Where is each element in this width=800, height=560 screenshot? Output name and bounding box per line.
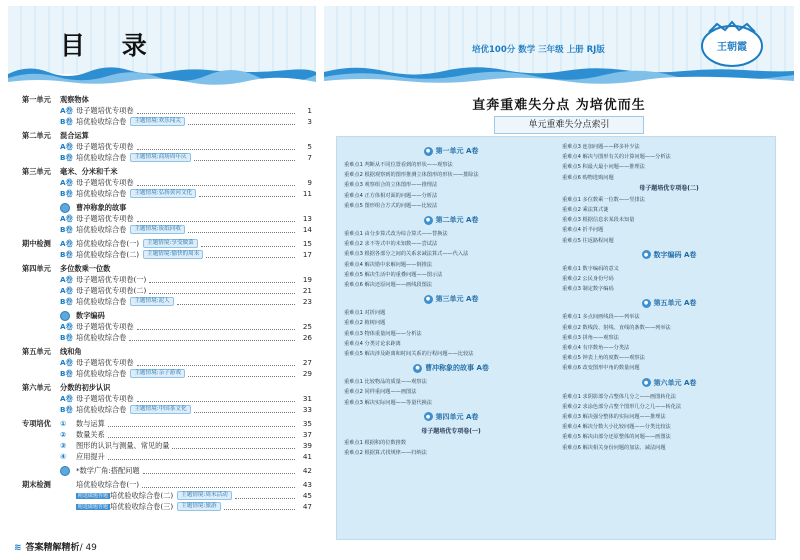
leader-dots (137, 144, 295, 150)
key-point: 重难点5 钟表上角的度数——观察法 (562, 355, 645, 362)
page-number: 23 (302, 297, 312, 306)
toc-section (22, 346, 312, 379)
section-title (60, 94, 312, 105)
leader-dots (201, 241, 295, 247)
toc-entry[interactable] (60, 440, 312, 451)
logo-text: 王朝霞 (717, 42, 747, 53)
entry-name: 母子题培优专项卷(一) (76, 275, 147, 284)
book-meta: 培优100分 数学 三年级 上册 RJ版 (472, 45, 605, 55)
unit-heading (344, 410, 558, 424)
contents-page (8, 6, 316, 554)
theme-tag: 主题情境:周末活动 (177, 491, 232, 500)
page-number: 26 (302, 333, 312, 342)
key-point: 重难点2 数线段、射线、直线的条数——列举法 (562, 324, 671, 331)
section-title-text: 毫米、分米和千米 (60, 167, 118, 176)
page-number: 27 (302, 358, 312, 367)
table-of-contents (22, 94, 312, 515)
key-point: 重难点3 解决强分整体的实际问题——推理法 (562, 414, 666, 421)
page-number: 37 (302, 430, 312, 439)
entry-name: 母子题培优专项卷 (76, 394, 134, 403)
entry-name: 培优验收综合卷(一) (76, 239, 140, 248)
unit-dot-icon: ● (424, 412, 433, 421)
entry-name: 培优验收综合卷 (76, 369, 127, 378)
toc-entry[interactable] (60, 213, 312, 224)
leader-dots (172, 443, 295, 449)
paper-mark: B卷 (60, 225, 73, 234)
key-point: 重难点1 数字编码的意义 (562, 265, 619, 272)
key-point: 重难点4 解决错中求解问题——倒推法 (344, 261, 432, 268)
page-number: 43 (302, 480, 312, 489)
section-body (60, 479, 312, 512)
paper-mark: A卷 (60, 275, 73, 284)
key-point: 重难点4 正方体相对面的问题——分析法 (344, 192, 438, 199)
key-point: 重难点4 分类讨论求距离 (344, 340, 401, 347)
unit-dot-icon: ● (424, 216, 433, 225)
toc-section (22, 130, 312, 163)
key-point: 重难点2 公民身份号码 (562, 276, 614, 283)
paper-mark: B卷 (60, 189, 73, 198)
section-title-text: 分数的初步认识 (60, 383, 111, 392)
unit-dot-icon: ● (424, 147, 433, 156)
leader-dots (108, 454, 295, 460)
toc-entry[interactable] (60, 152, 312, 163)
leader-dots (137, 360, 295, 366)
page-number: 7 (307, 153, 312, 162)
theme-tag: 主题情境:亲子游戏 (130, 369, 185, 378)
index-column-right (562, 142, 776, 453)
section-body (60, 263, 312, 307)
section-body (60, 418, 312, 462)
unit-dot-icon: ● (642, 299, 651, 308)
entry-name: 培优验收综合卷 (76, 189, 127, 198)
leader-dots (137, 180, 295, 186)
toc-entry[interactable] (60, 490, 312, 501)
unit-dot-icon: ● (413, 364, 422, 373)
key-point: 重难点3 解决实际问题——等量代换法 (344, 399, 432, 406)
toc-entry[interactable] (60, 116, 312, 127)
topic-badge-icon (60, 203, 70, 213)
paper-mark: A卷 (60, 142, 73, 151)
unit-dot-icon: ● (642, 378, 651, 387)
toc-entry[interactable] (60, 224, 312, 235)
entry-name: 培优验收综合卷 (76, 333, 127, 342)
key-point: 重难点3 物体重量问题——分析法 (344, 330, 422, 337)
key-point: 重难点2 植树问题 (344, 320, 386, 327)
unit-heading-text: 第六单元 A卷 (653, 378, 697, 387)
key-point: 重难点6 购物选购问题 (562, 174, 614, 181)
section-body (60, 130, 312, 163)
toc-section (22, 238, 312, 260)
toc-entry[interactable] (60, 418, 312, 429)
theme-tag: 主题情境:中国茶文化 (130, 405, 190, 414)
paper-mark: ② (60, 430, 67, 439)
answers-label: 答案精解精析 (25, 543, 80, 553)
key-point: 重难点3 根据各部分之间的关系求减法算式——代入法 (344, 251, 469, 258)
section-title (60, 263, 312, 274)
key-point: 重难点6 解决相关身份问题的加法、减法问题 (562, 444, 666, 451)
toc-entry[interactable] (60, 321, 312, 332)
page-number: 31 (302, 394, 312, 403)
theme-tag: 主题情境:欢乐闯关 (130, 117, 185, 126)
unit-heading-text: 第三单元 A卷 (435, 295, 479, 304)
key-point: 重难点5 积最大最小问题——推理法 (562, 164, 645, 171)
toc-entry[interactable] (60, 177, 312, 188)
key-point: 重难点1 对折问题 (344, 310, 386, 317)
key-point: 重难点2 根据观察到的图形推测立体图形的形状——排除法 (344, 172, 479, 179)
unit-heading (562, 376, 776, 390)
section-label: 第一单元 (22, 95, 51, 104)
paper-mark: A卷 (60, 286, 73, 295)
toc-section (22, 263, 312, 307)
toc-entry[interactable] (60, 296, 312, 307)
unit-heading (344, 213, 558, 227)
section-title-text: 曹冲称象的故事 (76, 203, 127, 212)
page-number: 19 (302, 275, 312, 284)
page-number: 42 (302, 466, 312, 475)
toc-entry[interactable] (60, 188, 312, 199)
section-title-text: 线和角 (60, 347, 82, 356)
toc-entry[interactable] (60, 141, 312, 152)
entry-name: 培优验收综合卷 (76, 117, 127, 126)
section-label: 第五单元 (22, 347, 51, 356)
toc-section (22, 310, 312, 343)
toc-entry[interactable] (60, 479, 312, 490)
leader-dots (194, 155, 295, 161)
toc-entry[interactable] (60, 357, 312, 368)
toc-entry[interactable] (60, 249, 312, 260)
paper-mark: B卷 (60, 250, 73, 259)
leader-dots (188, 227, 295, 233)
key-point: 重难点1 由分步算式改为综合算式——替换法 (344, 231, 448, 238)
key-point: 重难点1 多点间画线段——列举法 (562, 314, 640, 321)
entry-name: 母子题培优专项卷 (76, 106, 134, 115)
paper-mark: B卷 (60, 369, 73, 378)
topic-badge-icon (60, 466, 70, 476)
key-point: 重难点3 观察组合的立体图形——推理法 (344, 182, 438, 189)
section-title (60, 130, 312, 141)
entry-name: 母子题培优专项卷 (76, 214, 134, 223)
unit-heading-text: 第二单元 A卷 (435, 215, 479, 224)
leader-dots (137, 324, 295, 330)
section-title-text: 数字编码 (76, 311, 105, 320)
page-number: 39 (302, 441, 312, 450)
wave-decoration (324, 62, 794, 84)
unit-heading (562, 248, 776, 262)
section-title-text: 观察物体 (60, 95, 89, 104)
unit-heading (344, 361, 558, 375)
section-body (60, 382, 312, 415)
leader-dots (235, 493, 295, 499)
entry-name: *数学广角:搭配问题 (76, 466, 140, 475)
entry-name: 培优验收综合卷(一) (76, 480, 140, 489)
answers-footer[interactable] (14, 540, 97, 553)
paper-mark: A卷 (60, 322, 73, 331)
wave-icon: ≋ (14, 543, 22, 553)
key-point: 重难点3 制定数字编码 (562, 286, 614, 293)
section-title-text: 多位数乘一位数 (60, 264, 111, 273)
toc-entry[interactable] (60, 393, 312, 404)
section-body (60, 465, 312, 476)
page-number: 1 (307, 106, 312, 115)
unit-heading (344, 144, 558, 158)
entry-name: 图形的认识与测量、常见的量 (76, 441, 170, 450)
entry-name: 数量关系 (76, 430, 105, 439)
section-title (60, 166, 312, 177)
leader-dots (129, 335, 295, 341)
wave-decoration (8, 60, 316, 86)
index-column-left (344, 142, 558, 458)
toc-entry[interactable] (60, 451, 312, 462)
unit-heading (344, 292, 558, 306)
key-point: 重难点3 拼角——观察法 (562, 334, 619, 341)
toc-section (22, 479, 312, 512)
section-title (60, 202, 312, 213)
leader-dots (137, 216, 295, 222)
page-number: 25 (302, 322, 312, 331)
index-title: 单元重难失分点索引 (494, 116, 644, 134)
section-label: 第四单元 (22, 264, 51, 273)
key-point: 重难点6 解决还原问题——画线段图法 (344, 282, 432, 289)
section-label: 期中检测 (22, 239, 51, 248)
leader-dots (142, 482, 295, 488)
paper-mark: B卷 (60, 297, 73, 306)
entry-name: 培优验收综合卷(三) (110, 502, 174, 511)
key-point: 重难点4 解决分数大小比较问题——分类比较法 (562, 424, 671, 431)
brand-logo-icon (699, 20, 765, 68)
topic-badge-icon (60, 311, 70, 321)
section-body (60, 346, 312, 379)
toc-entry[interactable] (60, 238, 312, 249)
key-point: 重难点2 乘法算式谜 (562, 207, 609, 214)
entry-name: 培优验收综合卷(二) (110, 491, 174, 500)
key-point: 重难点4 有序数角——分类法 (562, 345, 630, 352)
unit-heading-text: 曹冲称象的故事 A卷 (425, 364, 489, 373)
section-label: 第三单元 (22, 167, 51, 176)
key-point: 重难点5 解决涉及距离和时间关系的行程问题——比较法 (344, 351, 474, 358)
toc-entry[interactable] (60, 465, 312, 476)
section-title-text: 混合运算 (60, 131, 89, 140)
answer-sheet-tag: 附选做题答题 (78, 492, 109, 499)
section-label: 第六单元 (22, 383, 51, 392)
entry-name: 数与运算 (76, 419, 105, 428)
page-number: 21 (302, 286, 312, 295)
toc-section (22, 418, 312, 462)
key-point: 重难点5 图形组合方式的问题——比较法 (344, 202, 438, 209)
entry-name: 培优验收综合卷 (76, 297, 127, 306)
toc-entry[interactable] (60, 274, 312, 285)
paper-mark: A卷 (60, 106, 73, 115)
unit-heading-text: 第四单元 A卷 (435, 412, 479, 421)
leader-dots (108, 432, 295, 438)
page-number: 5 (307, 142, 312, 151)
key-point: 重难点4 折半问题 (562, 227, 604, 234)
page-number: 47 (302, 502, 312, 511)
paper-mark: A卷 (60, 214, 73, 223)
key-point: 重难点2 根据算式找规律——归纳法 (344, 450, 427, 457)
paper-mark: A卷 (60, 394, 73, 403)
paper-mark: A卷 (60, 239, 73, 248)
section-label: 第二单元 (22, 131, 51, 140)
key-point: 重难点6 改变图形中角的数量问题 (562, 365, 640, 372)
key-point: 重难点1 根据积的位数推数 (344, 439, 407, 446)
section-body (60, 202, 312, 235)
key-point: 重难点1 判断从不同位置看到的形状——观察法 (344, 162, 453, 168)
toc-entry[interactable] (60, 332, 312, 343)
key-point: 重难点2 求涂色部分占整个图形几分之几——转化法 (562, 403, 682, 410)
entry-name: 培优验收综合卷 (76, 405, 127, 414)
section-label: 专项培优 (22, 419, 51, 428)
page-number: 33 (302, 405, 312, 414)
toc-section (22, 465, 312, 476)
leader-dots (188, 119, 295, 125)
answer-sheet-tag: 附选做题答题 (78, 503, 109, 510)
leader-dots (188, 371, 295, 377)
leader-dots (137, 396, 295, 402)
toc-entry[interactable] (60, 429, 312, 440)
paper-mark: B卷 (60, 333, 73, 342)
leader-dots (149, 277, 295, 283)
theme-tag: 主题情境:商场周年庆 (130, 153, 190, 162)
page-number: 14 (302, 225, 312, 234)
toc-section (22, 382, 312, 415)
unit-dot-icon: ● (424, 295, 433, 304)
unit-heading-text: 第一单元 A卷 (435, 146, 479, 155)
paper-mark: B卷 (60, 153, 73, 162)
key-point: 重难点2 求不等式中的未知数——尝试法 (344, 241, 438, 248)
leader-dots (108, 421, 295, 427)
leader-dots (224, 504, 295, 510)
entry-name: 母子题培优专项卷(二) (76, 286, 147, 295)
paper-mark: ① (60, 419, 67, 428)
theme-tag: 主题情境:弘扬黄河文化 (130, 189, 196, 198)
page-number: 3 (307, 117, 312, 126)
entry-name: 培优验收综合卷(二) (76, 250, 140, 259)
slogan: 直奔重难失分点 为培优而生 (472, 98, 646, 113)
section-label: 期末检测 (22, 480, 51, 489)
section-body (60, 166, 312, 199)
entry-name: 培优验收综合卷 (76, 225, 127, 234)
theme-tag: 主题情境:废纸回收 (130, 225, 185, 234)
toc-entry[interactable] (60, 285, 312, 296)
toc-section (22, 202, 312, 235)
page-number: 17 (302, 250, 312, 259)
page-number: 35 (302, 419, 312, 428)
key-point: 重难点1 比较物品的质量——观察法 (344, 379, 427, 386)
entry-name: 应用提升 (76, 452, 105, 461)
key-point: 重难点5 解决由部分还原整体的问题——画图法 (562, 434, 671, 441)
page-number: 9 (307, 178, 312, 187)
page-number: 45 (302, 491, 312, 500)
key-point: 重难点5 解决生活中的重叠问题——图示法 (344, 271, 443, 278)
theme-tag: 主题情境:泥人 (130, 297, 173, 306)
unit-heading-text: 数字编码 A卷 (653, 250, 697, 259)
theme-tag: 主题情境:愉快的周末 (143, 250, 203, 259)
sub-heading: 母子题培优专项卷(一) (421, 427, 481, 435)
paper-mark: A卷 (60, 178, 73, 187)
key-point: 重难点3 连加问题——移多补少法 (562, 144, 640, 150)
leader-dots (149, 288, 295, 294)
section-title (60, 310, 312, 321)
section-body (60, 94, 312, 127)
key-point: 重难点4 解决与图形有关的计算问题——分析法 (562, 154, 671, 161)
paper-mark: ④ (60, 452, 67, 461)
page-number: 13 (302, 214, 312, 223)
entry-name: 母子题培优专项卷 (76, 358, 134, 367)
unit-dot-icon: ● (642, 250, 651, 259)
toc-entry[interactable] (60, 501, 312, 512)
leader-dots (199, 191, 295, 197)
key-point: 重难点5 往返路程问题 (562, 237, 614, 244)
paper-mark: ③ (60, 441, 67, 450)
page-number: 11 (302, 189, 312, 198)
unit-heading-text: 第五单元 A卷 (653, 299, 697, 308)
page-number: 29 (302, 369, 312, 378)
entry-name: 母子题培优专项卷 (76, 142, 134, 151)
theme-tag: 主题情境:旅游 (177, 502, 220, 511)
section-body (60, 238, 312, 260)
paper-mark: B卷 (60, 117, 73, 126)
entry-name: 培优验收综合卷 (76, 153, 127, 162)
section-body (60, 310, 312, 343)
leader-dots (137, 108, 295, 114)
sub-heading: 母子题培优专项卷(二) (639, 184, 699, 192)
theme-tag: 主题情境:享受做菜 (143, 239, 198, 248)
key-point: 重难点3 根据信息求某段未知量 (562, 217, 635, 224)
page-title: 目 录 (60, 31, 161, 60)
unit-heading (562, 296, 776, 310)
answers-page: / 49 (79, 543, 97, 553)
key-point: 重难点1 求阴影部分占整体几分之——画图转化法 (562, 393, 676, 400)
leader-dots (143, 468, 295, 474)
paper-mark: B卷 (60, 405, 73, 414)
entry-name: 母子题培优专项卷 (76, 178, 134, 187)
paper-mark: A卷 (60, 358, 73, 367)
toc-section (22, 166, 312, 199)
section-title (60, 346, 312, 357)
section-title (60, 382, 312, 393)
leader-dots (177, 299, 295, 305)
page-number: 15 (302, 239, 312, 248)
leader-dots (194, 407, 295, 413)
key-point: 重难点2 同样重问题——画图法 (344, 389, 417, 396)
key-point: 重难点1 多位数乘一位数——竖排法 (562, 196, 645, 203)
toc-entry[interactable] (60, 368, 312, 379)
toc-entry[interactable] (60, 105, 312, 116)
toc-section (22, 94, 312, 127)
page-number: 41 (302, 452, 312, 461)
leader-dots (206, 252, 295, 258)
toc-entry[interactable] (60, 404, 312, 415)
entry-name: 母子题培优专项卷 (76, 322, 134, 331)
